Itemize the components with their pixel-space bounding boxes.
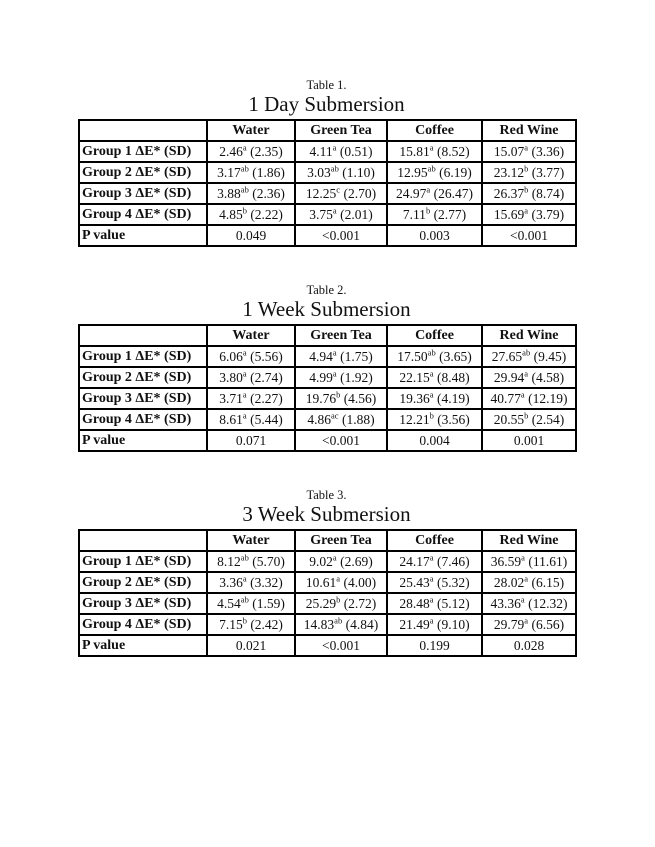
value-cell: 19.76$^b$ (4.56) bbox=[295, 388, 387, 409]
table-row bbox=[79, 593, 576, 614]
p-value-cell: <0.001 bbox=[482, 225, 576, 246]
table-title: 1 Week Submersion bbox=[242, 297, 411, 321]
p-value-label-cell: P value bbox=[79, 225, 207, 246]
p-value-cell: 0.001 bbox=[482, 430, 576, 451]
table-row bbox=[79, 162, 576, 183]
value-cell: 26.37$^b$ (8.74) bbox=[482, 183, 576, 204]
p-value-row bbox=[79, 430, 576, 451]
value-cell: 17.50$^{ab}$ (3.65) bbox=[387, 346, 482, 367]
value-cell: 4.11$^a$ (0.51) bbox=[295, 141, 387, 162]
value-cell: 24.17$^a$ (7.46) bbox=[387, 551, 482, 572]
group-label-cell: Group 3 ΔE* (SD) bbox=[79, 183, 207, 204]
value-cell: 4.94$^a$ (1.75) bbox=[295, 346, 387, 367]
column-header: Water bbox=[207, 120, 295, 141]
value-cell: 12.21$^b$ (3.56) bbox=[387, 409, 482, 430]
table-row bbox=[79, 367, 576, 388]
group-label-cell: Group 2 ΔE* (SD) bbox=[79, 162, 207, 183]
group-label-cell: Group 4 ΔE* (SD) bbox=[79, 614, 207, 635]
p-value-cell: 0.003 bbox=[387, 225, 482, 246]
value-cell: 29.94$^a$ (4.58) bbox=[482, 367, 576, 388]
group-label-cell: Group 3 ΔE* (SD) bbox=[79, 388, 207, 409]
column-header: Coffee bbox=[387, 530, 482, 551]
p-value-cell: <0.001 bbox=[295, 225, 387, 246]
data-table-3-week bbox=[78, 529, 577, 657]
value-cell: 15.07$^a$ (3.36) bbox=[482, 141, 576, 162]
value-cell: 10.61$^a$ (4.00) bbox=[295, 572, 387, 593]
value-cell: 40.77$^a$ (12.19) bbox=[482, 388, 576, 409]
table-row bbox=[79, 388, 576, 409]
table-caption: Table 1. bbox=[306, 78, 347, 92]
value-cell: 3.75$^a$ (2.01) bbox=[295, 204, 387, 225]
value-cell: 3.17$^{ab}$ (1.86) bbox=[207, 162, 295, 183]
value-cell: 12.95$^{ab}$ (6.19) bbox=[387, 162, 482, 183]
table-section-2 bbox=[78, 283, 575, 452]
group-label-cell: Group 4 ΔE* (SD) bbox=[79, 204, 207, 225]
corner-cell bbox=[79, 325, 207, 346]
value-cell: 27.65$^{ab}$ (9.45) bbox=[482, 346, 576, 367]
value-cell: 8.12$^{ab}$ (5.70) bbox=[207, 551, 295, 572]
column-header: Red Wine bbox=[482, 120, 576, 141]
table-row bbox=[79, 183, 576, 204]
header-row bbox=[79, 325, 576, 346]
p-value-label-cell: P value bbox=[79, 635, 207, 656]
corner-cell bbox=[79, 120, 207, 141]
value-cell: 19.36$^a$ (4.19) bbox=[387, 388, 482, 409]
table-row bbox=[79, 141, 576, 162]
table-section-3 bbox=[78, 488, 575, 657]
table-caption: Table 3. bbox=[306, 488, 347, 502]
value-cell: 21.49$^a$ (9.10) bbox=[387, 614, 482, 635]
value-cell: 29.79$^a$ (6.56) bbox=[482, 614, 576, 635]
column-header: Green Tea bbox=[295, 120, 387, 141]
p-value-cell: <0.001 bbox=[295, 430, 387, 451]
value-cell: 25.29$^b$ (2.72) bbox=[295, 593, 387, 614]
value-cell: 4.99$^a$ (1.92) bbox=[295, 367, 387, 388]
value-cell: 4.54$^{ab}$ (1.59) bbox=[207, 593, 295, 614]
data-table-1-day bbox=[78, 119, 577, 247]
table-caption: Table 2. bbox=[306, 283, 347, 297]
p-value-cell: 0.071 bbox=[207, 430, 295, 451]
p-value-cell: 0.004 bbox=[387, 430, 482, 451]
column-header: Red Wine bbox=[482, 530, 576, 551]
group-label-cell: Group 1 ΔE* (SD) bbox=[79, 346, 207, 367]
value-cell: 7.15$^b$ (2.42) bbox=[207, 614, 295, 635]
value-cell: 12.25$^c$ (2.70) bbox=[295, 183, 387, 204]
value-cell: 3.36$^a$ (3.32) bbox=[207, 572, 295, 593]
table-row bbox=[79, 572, 576, 593]
p-value-cell: 0.199 bbox=[387, 635, 482, 656]
header-row bbox=[79, 120, 576, 141]
group-label-cell: Group 1 ΔE* (SD) bbox=[79, 551, 207, 572]
group-label-cell: Group 1 ΔE* (SD) bbox=[79, 141, 207, 162]
p-value-cell: <0.001 bbox=[295, 635, 387, 656]
value-cell: 25.43$^a$ (5.32) bbox=[387, 572, 482, 593]
table-title: 1 Day Submersion bbox=[248, 92, 405, 116]
column-header: Coffee bbox=[387, 325, 482, 346]
column-header: Water bbox=[207, 530, 295, 551]
p-value-cell: 0.028 bbox=[482, 635, 576, 656]
p-value-cell: 0.049 bbox=[207, 225, 295, 246]
value-cell: 9.02$^a$ (2.69) bbox=[295, 551, 387, 572]
value-cell: 4.86$^{ac}$ (1.88) bbox=[295, 409, 387, 430]
table-row bbox=[79, 551, 576, 572]
value-cell: 3.71$^a$ (2.27) bbox=[207, 388, 295, 409]
p-value-row bbox=[79, 635, 576, 656]
header-row bbox=[79, 530, 576, 551]
value-cell: 3.03$^{ab}$ (1.10) bbox=[295, 162, 387, 183]
value-cell: 24.97$^a$ (26.47) bbox=[387, 183, 482, 204]
column-header: Green Tea bbox=[295, 530, 387, 551]
table-row bbox=[79, 346, 576, 367]
value-cell: 43.36$^a$ (12.32) bbox=[482, 593, 576, 614]
value-cell: 15.69$^a$ (3.79) bbox=[482, 204, 576, 225]
value-cell: 8.61$^a$ (5.44) bbox=[207, 409, 295, 430]
table-section-1 bbox=[78, 78, 575, 247]
value-cell: 15.81$^a$ (8.52) bbox=[387, 141, 482, 162]
p-value-row bbox=[79, 225, 576, 246]
p-value-label-cell: P value bbox=[79, 430, 207, 451]
column-header: Water bbox=[207, 325, 295, 346]
value-cell: 14.83$^{ab}$ (4.84) bbox=[295, 614, 387, 635]
value-cell: 28.02$^a$ (6.15) bbox=[482, 572, 576, 593]
group-label-cell: Group 2 ΔE* (SD) bbox=[79, 367, 207, 388]
value-cell: 4.85$^b$ (2.22) bbox=[207, 204, 295, 225]
value-cell: 20.55$^b$ (2.54) bbox=[482, 409, 576, 430]
table-title: 3 Week Submersion bbox=[242, 502, 411, 526]
value-cell: 6.06$^a$ (5.56) bbox=[207, 346, 295, 367]
value-cell: 28.48$^a$ (5.12) bbox=[387, 593, 482, 614]
table-row bbox=[79, 614, 576, 635]
column-header: Coffee bbox=[387, 120, 482, 141]
value-cell: 23.12$^b$ (3.77) bbox=[482, 162, 576, 183]
group-label-cell: Group 4 ΔE* (SD) bbox=[79, 409, 207, 430]
p-value-cell: 0.021 bbox=[207, 635, 295, 656]
column-header: Green Tea bbox=[295, 325, 387, 346]
table-row bbox=[79, 204, 576, 225]
value-cell: 36.59$^a$ (11.61) bbox=[482, 551, 576, 572]
value-cell: 3.88$^{ab}$ (2.36) bbox=[207, 183, 295, 204]
group-label-cell: Group 3 ΔE* (SD) bbox=[79, 593, 207, 614]
value-cell: 22.15$^a$ (8.48) bbox=[387, 367, 482, 388]
value-cell: 3.80$^a$ (2.74) bbox=[207, 367, 295, 388]
value-cell: 2.46$^a$ (2.35) bbox=[207, 141, 295, 162]
data-table-1-week bbox=[78, 324, 577, 452]
corner-cell bbox=[79, 530, 207, 551]
column-header: Red Wine bbox=[482, 325, 576, 346]
group-label-cell: Group 2 ΔE* (SD) bbox=[79, 572, 207, 593]
value-cell: 7.11$^b$ (2.77) bbox=[387, 204, 482, 225]
table-row bbox=[79, 409, 576, 430]
